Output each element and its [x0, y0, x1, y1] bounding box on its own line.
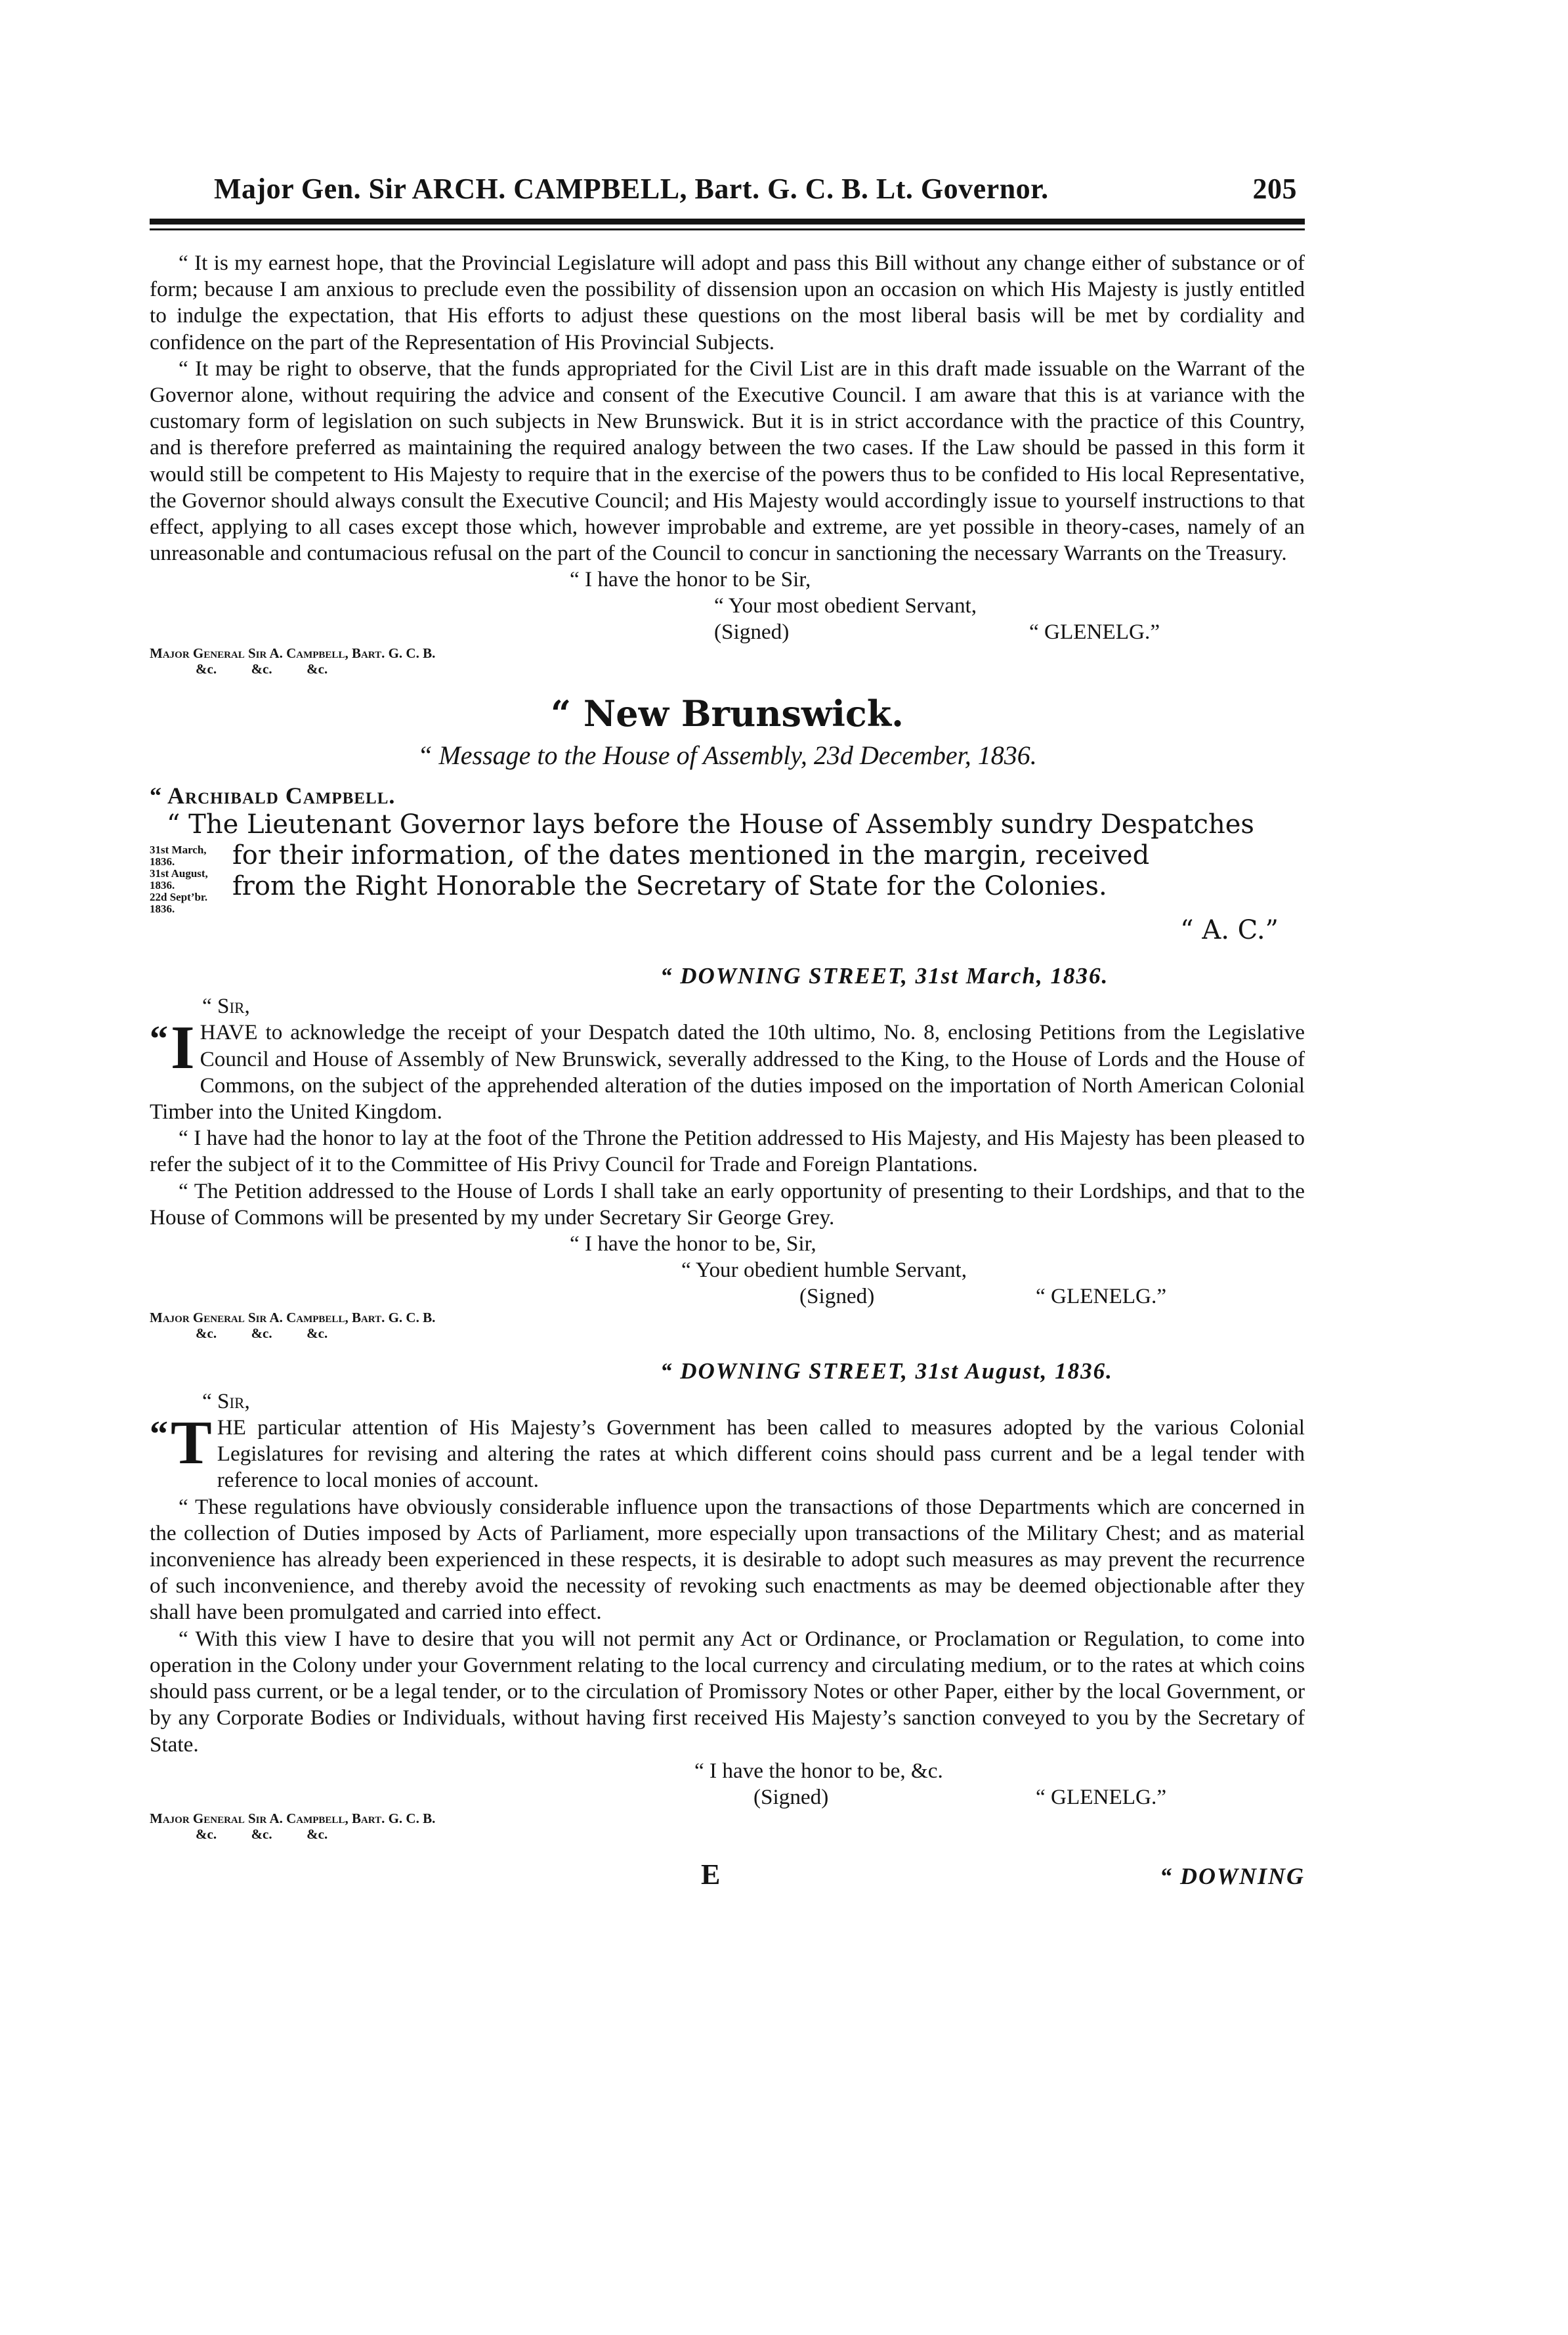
letter3-salutation: “ Sir, [202, 1389, 250, 1414]
margin-date-1: 31st March, 1836. [150, 844, 207, 868]
message-lines-rest [232, 840, 1149, 915]
header-rule-thin [150, 228, 1305, 230]
letter1-signed: (Signed) [714, 620, 790, 645]
letter2-dropcap: I [171, 1014, 195, 1082]
page-number: 205 [1252, 173, 1297, 205]
letter3-body [150, 1409, 1305, 1758]
letter1-closing-1: “ I have the honor to be Sir, [570, 567, 811, 592]
letter1-addressee: Major General Sir A. Campbell, Bart. G. C. B. [150, 645, 436, 662]
letter2-paragraph-3: “ The Petition addressed to the House of Lords I shall take an early opportunity of presenting to their Lordships, and that to the House of Commons will be presented by my under Secretary Sir George Grey. [150, 1178, 1305, 1230]
letter2-closing-1: “ I have the honor to be, Sir, [570, 1232, 816, 1256]
section-subheading: “ Message to the House of Assembly, 23d December, 1836. [417, 740, 1037, 771]
letter2-paragraph-1: HAVE to acknowledge the receipt of your Despatch dated the 10th ultimo, No. 8, enclosing Petitions from the Legislative Council and House of Assembly of New Brunswick, severally addressed to the King, to the House of Lords and the House of Commons, on the subject of the apprehended alteration of the duties imposed on the importation of North American Colonial Timber into the United Kingdom. [150, 1020, 1305, 1125]
page [150, 172, 1305, 1891]
section-heading: “ New Brunswick. [551, 693, 904, 735]
signature-mark: E [701, 1858, 721, 1891]
letter2-salutation: “ Sir, [202, 994, 250, 1019]
letter1-signature-row [150, 619, 1305, 645]
letter2-dateline: “ DOWNING STREET, 31st March, 1836. [660, 963, 1109, 989]
page-footer [150, 1858, 1305, 1891]
letter2-paragraph-2: “ I have had the honor to lay at the foot of the Throne the Petition addressed to His Majesty, and His Majesty has been pleased to refer the subject of it to the Committee of His Privy Council for Trade and Foreign Plantations. [150, 1126, 1305, 1177]
header-title: Major Gen. Sir ARCH. CAMPBELL, Bart. G. C. B. Lt. Governor. [214, 173, 1049, 205]
message-line-1: “ The Lieutenant Governor lays before the House of Assembly sundry Despatches [167, 809, 1254, 840]
letter2-etc: &c. &c. &c. [196, 1325, 328, 1342]
header-rule-thick [150, 219, 1305, 225]
running-header [150, 172, 1305, 205]
letter3-paragraph-2: “ These regulations have obviously considerable influence upon the transactions of those Departments which are concerned in the collection of Duties imposed by Acts of Parliament, more especially upon transactions of the Military Chest; and as material inconvenience has already been experienced in these respects, it is desirable to adopt such measures as may prevent the recurrence of such inconvenience, and thereby avoid the necessity of revoking such enactments as may be deemed objectionable after they shall have been promulgated and carried into effect. [150, 1494, 1305, 1625]
opening-quote-mark: “ [150, 1019, 168, 1060]
margin-dates [150, 840, 223, 915]
message-sender: “ Archibald Campbell. [150, 782, 396, 809]
message-initials: “ A. C.” [1180, 915, 1279, 946]
message-line-3: from the Right Honorable the Secretary of State for the Colonies. [232, 871, 1107, 902]
letter3-dropcap: T [171, 1409, 212, 1478]
letter1-etc: &c. &c. &c. [196, 661, 328, 677]
letter2-signature: “ GLENELG.” [1036, 1284, 1167, 1309]
letter2-signature-row [150, 1283, 1305, 1310]
message-line-2: for their information, of the dates mentioned in the margin, received [232, 840, 1150, 871]
letter2-signed: (Signed) [799, 1284, 875, 1309]
letter3-etc: &c. &c. &c. [196, 1826, 328, 1842]
letter3-dateline: “ DOWNING STREET, 31st August, 1836. [660, 1358, 1113, 1384]
letter1-closing-2: “ Your most obedient Servant, [714, 593, 977, 618]
catchword: “ DOWNING [1159, 1862, 1305, 1889]
message-body-row [150, 840, 1305, 915]
letter2-closing-2: “ Your obedient humble Servant, [681, 1258, 967, 1283]
letter1-paragraph-2: “ It may be right to observe, that the funds appropriated for the Civil List are in this draft made issuable on the Warrant of the Governor alone, without requiring the advice and consent of the Executive Council. I am aware that this is at variance with the customary form of legislation on such subjects in New Brunswick. But it is in strict accordance with the practice of this Country, and is therefore preferred as maintaining the required analogy between the two cases. If the Law should be passed in this form it would still be competent to His Majesty to require that in the exercise of the powers thus to be confided to His local Representative, the Governor should always consult the Executive Council; and His Majesty would accordingly issue to yourself instructions to that effect, applying to all cases except those which, however improbable and extreme, are yet possible in theory-cases, namely of an unreasonable and contumacious refusal on the part of the Council to concur in sanctioning the necessary Warrants on the Treasury. [150, 356, 1305, 566]
opening-quote-mark: “ [150, 1414, 168, 1455]
margin-date-2: 31st August, 1836. [150, 867, 208, 892]
letter1-signature: “ GLENELG.” [1029, 620, 1160, 645]
letter2-addressee: Major General Sir A. Campbell, Bart. G. C. B. [150, 1310, 436, 1326]
letter3-paragraph-1: HE particular attention of His Majesty’s Government has been called to measures adopted by the various Colonial Legislatures for revising and altering the rates at which different coins should pass current and be a legal tender with reference to local monies of account. [217, 1415, 1305, 1493]
letter3-closing-1: “ I have the honor to be, &c. [694, 1758, 943, 1783]
letter1-paragraph-1: “ It is my earnest hope, that the Provincial Legislature will adopt and pass this Bill without any change either of substance or of form; because I am anxious to preclude even the possibility of dissension upon an occasion on which His Majesty is justly entitled to indulge the expectation, that His efforts to adjust these questions on the most liberal basis will be met by cordiality and confidence on the part of the Representation of His Provincial Subjects. [150, 251, 1305, 354]
letter3-signature: “ GLENELG.” [1036, 1784, 1167, 1809]
letter3-addressee: Major General Sir A. Campbell, Bart. G. C. B. [150, 1810, 436, 1826]
letter2-body [150, 1014, 1305, 1231]
letter3-signature-row [150, 1784, 1305, 1810]
letter3-paragraph-3: “ With this view I have to desire that you will not permit any Act or Ordinance, or Proclamation or Regulation, to come into operation in the Colony under your Government relating to the local currency and circulating medium, or to the rates at which coins should pass current, or be a legal tender, or to the circulation of Promissory Notes or other Paper, either by the local Government, or by any Corporate Bodies or Individuals, without having first received His Majesty’s sanction conveyed to you by the Secretary of State. [150, 1626, 1305, 1757]
letter3-signed: (Signed) [753, 1784, 829, 1809]
margin-date-3: 22d Sept’br. 1836. [150, 891, 208, 916]
